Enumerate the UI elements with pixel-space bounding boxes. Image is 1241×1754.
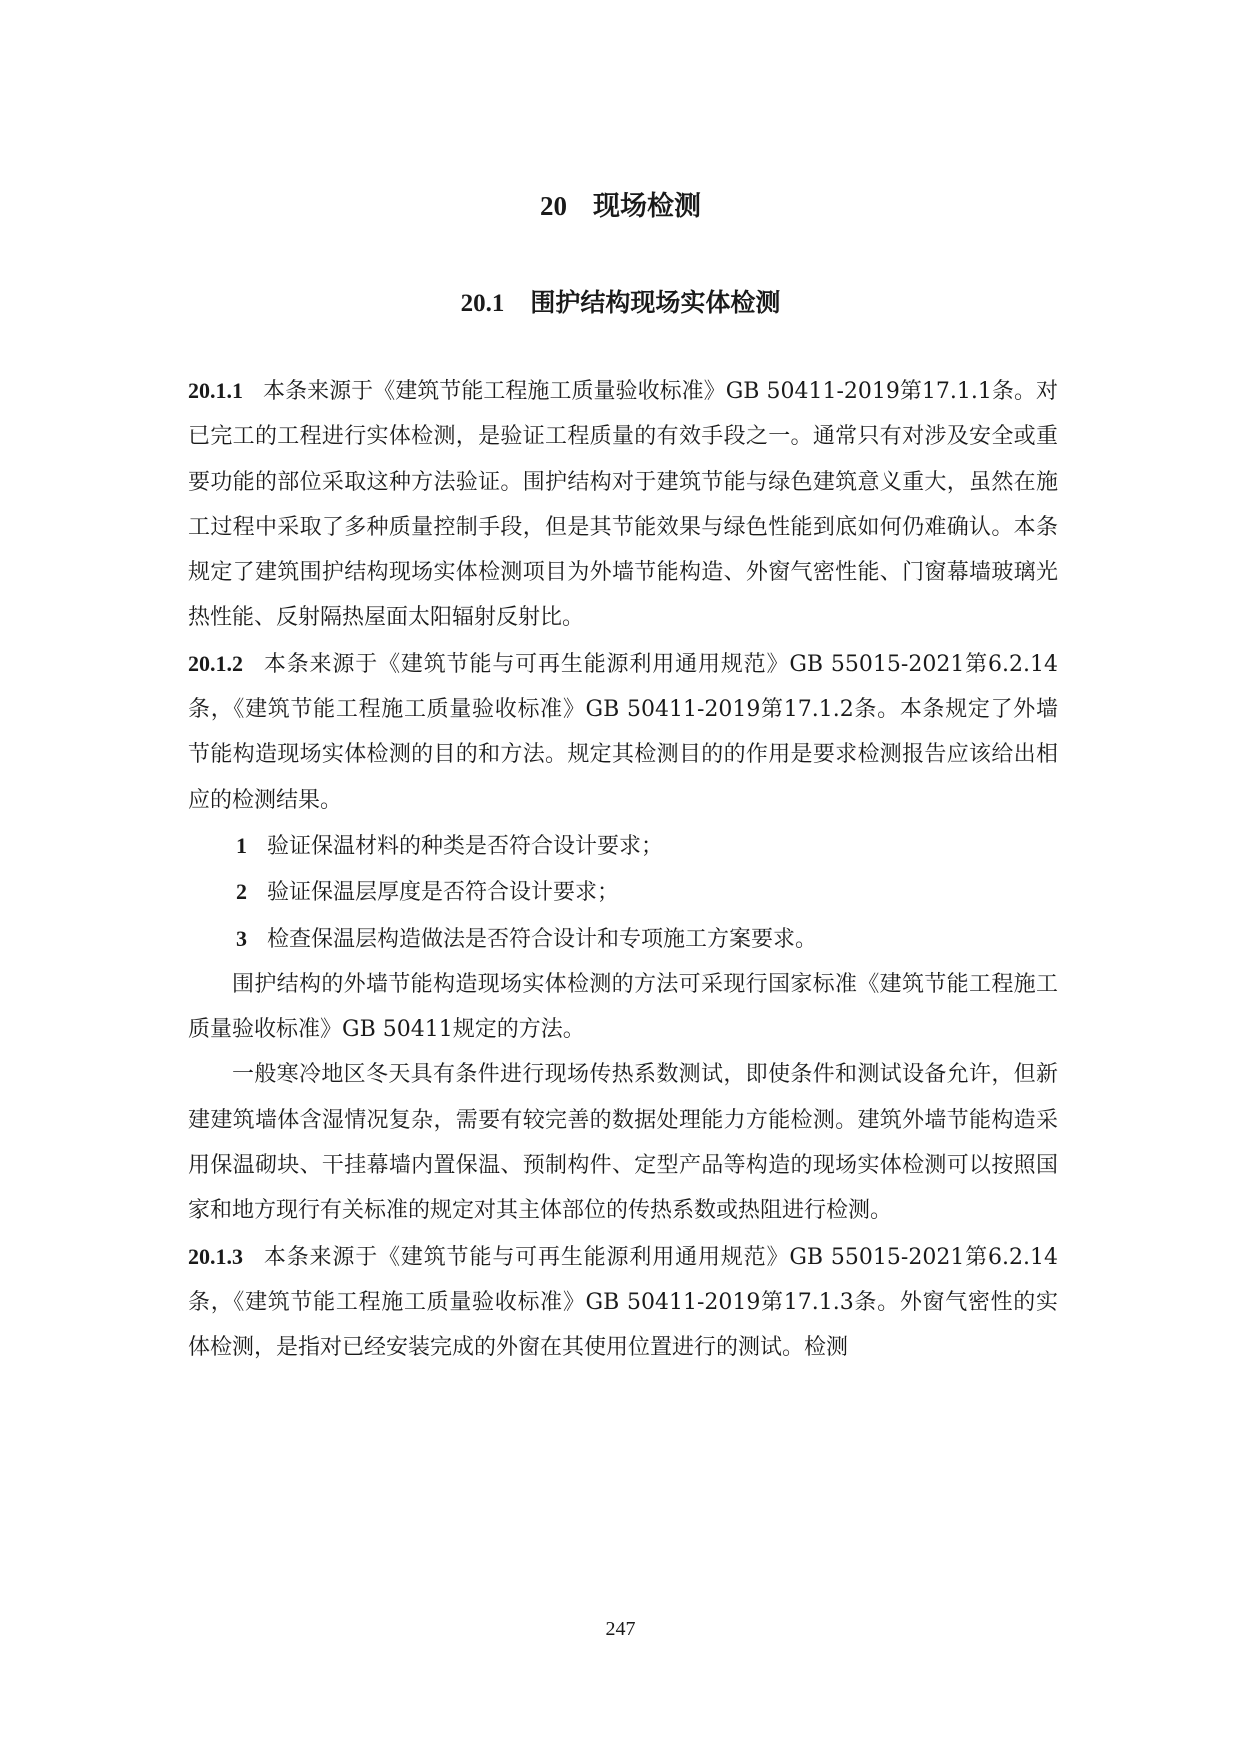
clause-20-1-2 — [188, 641, 1058, 823]
list-item — [188, 916, 1058, 962]
chapter-title-text: 现场检测 — [593, 191, 701, 222]
clause-number: 20.1.1 — [188, 378, 243, 403]
paragraph: 一般寒冷地区冬天具有条件进行现场传热系数测试，即使条件和测试设备允许，但新建建筑墙体含湿情况复杂，需要有较完善的数据处理能力方能检测。建筑外墙节能构造采用保温砌块、干挂幕墙内置保温、预制构件、定型产品等构造的现场实体检测可以按照国家和地方现行有关标准的规定对其主体部位的传热系数或热阻进行检测。 — [188, 1062, 1058, 1224]
list-item-number: 3 — [236, 925, 247, 951]
clause-text: 本条来源于《建筑节能与可再生能源利用通用规范》GB 55015-2021第6.2.14条，《建筑节能工程施工质量验收标准》GB 50411-2019第17.1.2条。本条规定了外墙节能构造现场实体检测的目的和方法。规定其检测目的的作用是要求检测报告应该给出相应的检测结果。 — [188, 651, 1058, 813]
clause-text: 本条来源于《建筑节能工程施工质量验收标准》GB 50411-2019第17.1.1条。对已完工的工程进行实体检测，是验证工程质量的有效手段之一。通常只有对涉及安全或重要功能的部位采取这种方法验证。围护结构对于建筑节能与绿色建筑意义重大，虽然在施工过程中采取了多种质量控制手段，但是其节能效果与绿色性能到底如何仍难确认。本条规定了建筑围护结构现场实体检测项目为外墙节能构造、外窗气密性能、门窗幕墙玻璃光热性能、反射隔热屋面太阳辐射反射比。 — [188, 379, 1058, 631]
list-item-text: 验证保温层厚度是否符合设计要求； — [267, 880, 620, 906]
clause-20-1-1 — [188, 368, 1058, 641]
section-number: 20.1 — [460, 290, 505, 317]
section-title-text: 围护结构现场实体检测 — [530, 288, 781, 317]
chapter-number: 20 — [540, 191, 567, 221]
list-item-text: 验证保温材料的种类是否符合设计要求； — [267, 833, 664, 859]
clause-20-1-3 — [188, 1234, 1058, 1371]
body-text — [188, 368, 1058, 1371]
list-item-number: 1 — [236, 832, 247, 858]
list-item-number: 2 — [236, 879, 247, 905]
clause-number: 20.1.2 — [188, 650, 243, 676]
section-title — [0, 283, 1241, 324]
list-item-text: 检查保温层构造做法是否符合设计和专项施工方案要求。 — [267, 926, 818, 952]
page-number: 247 — [605, 1618, 636, 1640]
paragraph: 围护结构的外墙节能构造现场实体检测的方法可采现行国家标准《建筑节能工程施工质量验收标准》GB 50411规定的方法。 — [188, 971, 1058, 1043]
list-item — [188, 823, 1058, 869]
list-item — [188, 869, 1058, 915]
clause-text: 本条来源于《建筑节能与可再生能源利用通用规范》GB 55015-2021第6.2.14条，《建筑节能工程施工质量验收标准》GB 50411-2019第17.1.3条。外窗气密性的实体检测，是指对已经安装完成的外窗在其使用位置进行的测试。检测 — [188, 1244, 1058, 1361]
chapter-title — [0, 186, 1241, 227]
clause-number: 20.1.3 — [188, 1243, 243, 1269]
